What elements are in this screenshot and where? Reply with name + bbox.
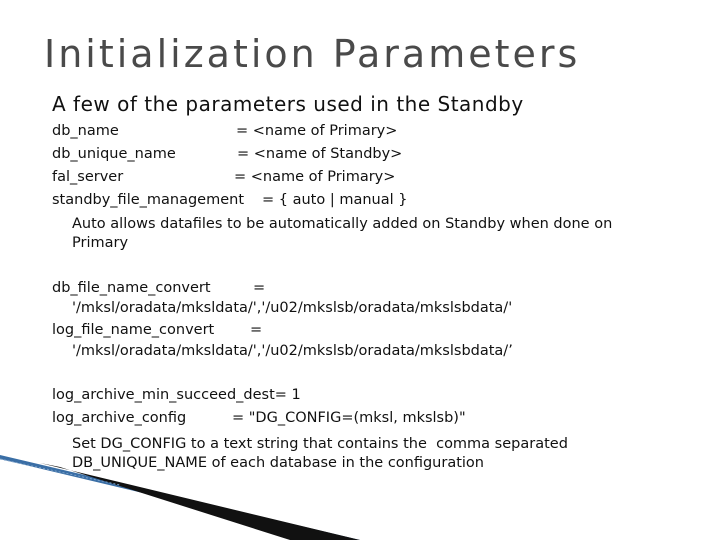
param-name-log-file-name-convert: log_file_name_convert — [52, 322, 215, 338]
param-name-standby-file-management: standby_file_management — [52, 192, 245, 208]
note-auto-line-1: Auto allows datafiles to be automatically added on Standby when done on — [72, 216, 613, 232]
slide-subtitle: A few of the parameters used in the Standby — [52, 92, 524, 116]
param-name-log-archive-config: log_archive_config — [52, 410, 187, 426]
param-value-db-unique-name: = <name of Standby> — [237, 146, 403, 162]
decorative-swoosh — [0, 445, 360, 540]
param-name-fal-server: fal_server — [52, 169, 124, 185]
param-value-log-archive-config: = "DG_CONFIG=(mksl, mkslsb)" — [232, 410, 466, 426]
param-eq-log-file-name-convert: = — [250, 322, 263, 338]
param-value-fal-server: = <name of Primary> — [234, 169, 396, 185]
note-dg-line-2: DB_UNIQUE_NAME of each database in the configuration — [72, 455, 484, 471]
param-value-log-file-name-convert: '/mksl/oradata/mksldata/','/u02/mkslsb/oradata/mkslsbdata/’ — [72, 343, 513, 359]
param-log-archive-min-succeed-dest: log_archive_min_succeed_dest= 1 — [52, 387, 301, 403]
param-name-db-unique-name: db_unique_name — [52, 146, 176, 162]
param-name-db-file-name-convert: db_file_name_convert — [52, 280, 211, 296]
param-value-db-name: = <name of Primary> — [236, 123, 398, 139]
param-value-db-file-name-convert: '/mksl/oradata/mksldata/','/u02/mkslsb/oradata/mkslsbdata/' — [72, 300, 513, 316]
param-name-db-name: db_name — [52, 123, 119, 139]
swoosh-black-stroke — [40, 463, 360, 540]
note-auto-line-2: Primary — [72, 235, 129, 251]
param-eq-db-file-name-convert: = — [253, 280, 266, 296]
slide-title: Initialization Parameters — [44, 32, 581, 76]
note-dg-line-1: Set DG_CONFIG to a text string that contains the comma separated — [72, 436, 568, 452]
param-value-standby-file-management: = { auto | manual } — [262, 192, 408, 208]
